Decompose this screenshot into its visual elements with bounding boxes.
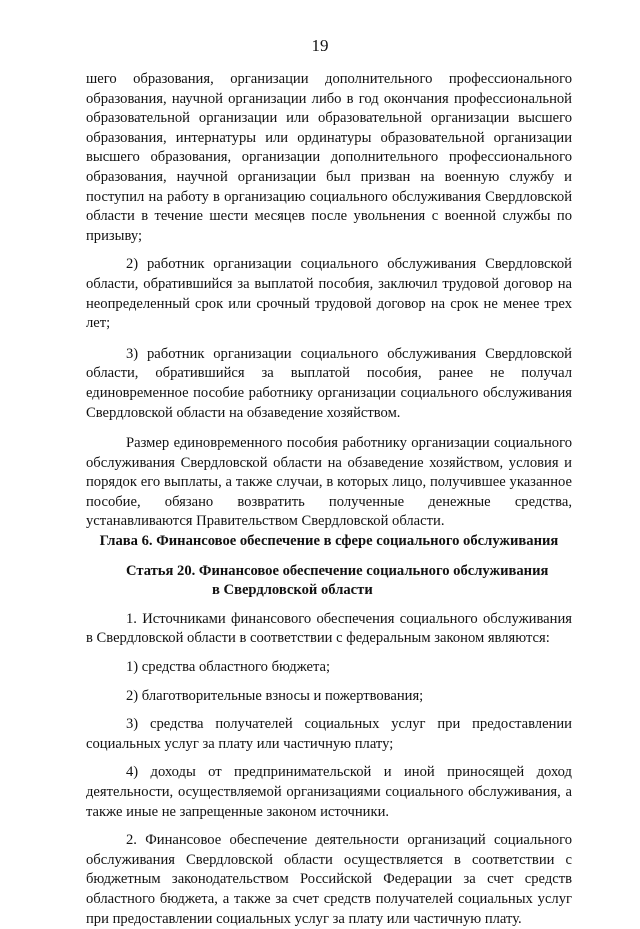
chapter-heading: Глава 6. Финансовое обеспечение в сфере социального обслуживания	[99, 533, 559, 550]
paragraph-benefit-amount: Размер единовременного пособия работнику организации социального обслуживания Свердловской области на обзаведение хозяйством, условия и порядок его выплаты, а также случаи, в которых лицо, получившее указанное пособие, обязано возвратить полученные денежные средства, устанавливаются Правительством Свердловской области.	[86, 435, 572, 530]
paragraph-item-3: 3) работник организации социального обслуживания Свердловской области, обратившийся за выплатой пособия, ранее не получал единовременное пособие работнику организации социального обслуживания Свердловской области на обзаведение хозяйством.	[86, 345, 572, 421]
article-heading-line-1: Статья 20. Финансовое обеспечение социального обслуживания	[126, 562, 549, 579]
list-item-source-3: 3) средства получателей социальных услуг при предоставлении социальных услуг за плату или частичную плату;	[86, 716, 572, 752]
list-item-source-1: 1) средства областного бюджета;	[126, 659, 331, 676]
list-item-source-2: 2) благотворительные взносы и пожертвования;	[126, 687, 424, 704]
paragraph-intro: шего образования, организации дополнительного профессионального образования, научной организации либо в год окончания профессиональной образовательной организации или образовательной организации высшего образования, интернатуры или ординатуры образовательной организации высшего образования, организации дополнительного профессионального образования, научной организации был призван на военную службу и поступил на работу в организацию социального обслуживания Свердловской области в течение шести месяцев после увольнения с военной службы по призыву;	[86, 71, 572, 244]
paragraph-part-2: 2. Финансовое обеспечение деятельности организаций социального обслуживания Свердловской области осуществляется в соответствии с бюджетным законодательством Российской Федерации за счет средств областного бюджета, а также за счет средств получателей социальных услуг при предоставлении социальных услуг за плату или частичную плату.	[86, 832, 572, 927]
article-heading-line-2: в Свердловской области	[212, 582, 373, 599]
article-heading	[126, 562, 572, 601]
document-body	[86, 70, 572, 929]
paragraph-financing-sources: 1. Источниками финансового обеспечения социального обслуживания в Свердловской области в соответствии с федеральным законом являются:	[86, 610, 572, 647]
page-number: 19	[311, 36, 329, 55]
paragraph-item-2: 2) работник организации социального обслуживания Свердловской области, обратившийся за выплатой пособия, заключил трудовой договор на неопределенный срок или срочный трудовой договор на срок не менее трех лет;	[86, 256, 572, 332]
list-item-source-4: 4) доходы от предпринимательской и иной приносящей доход деятельности, осуществляемой организациями социального обслуживания, а также иные не запрещенные законом источники.	[86, 764, 572, 820]
